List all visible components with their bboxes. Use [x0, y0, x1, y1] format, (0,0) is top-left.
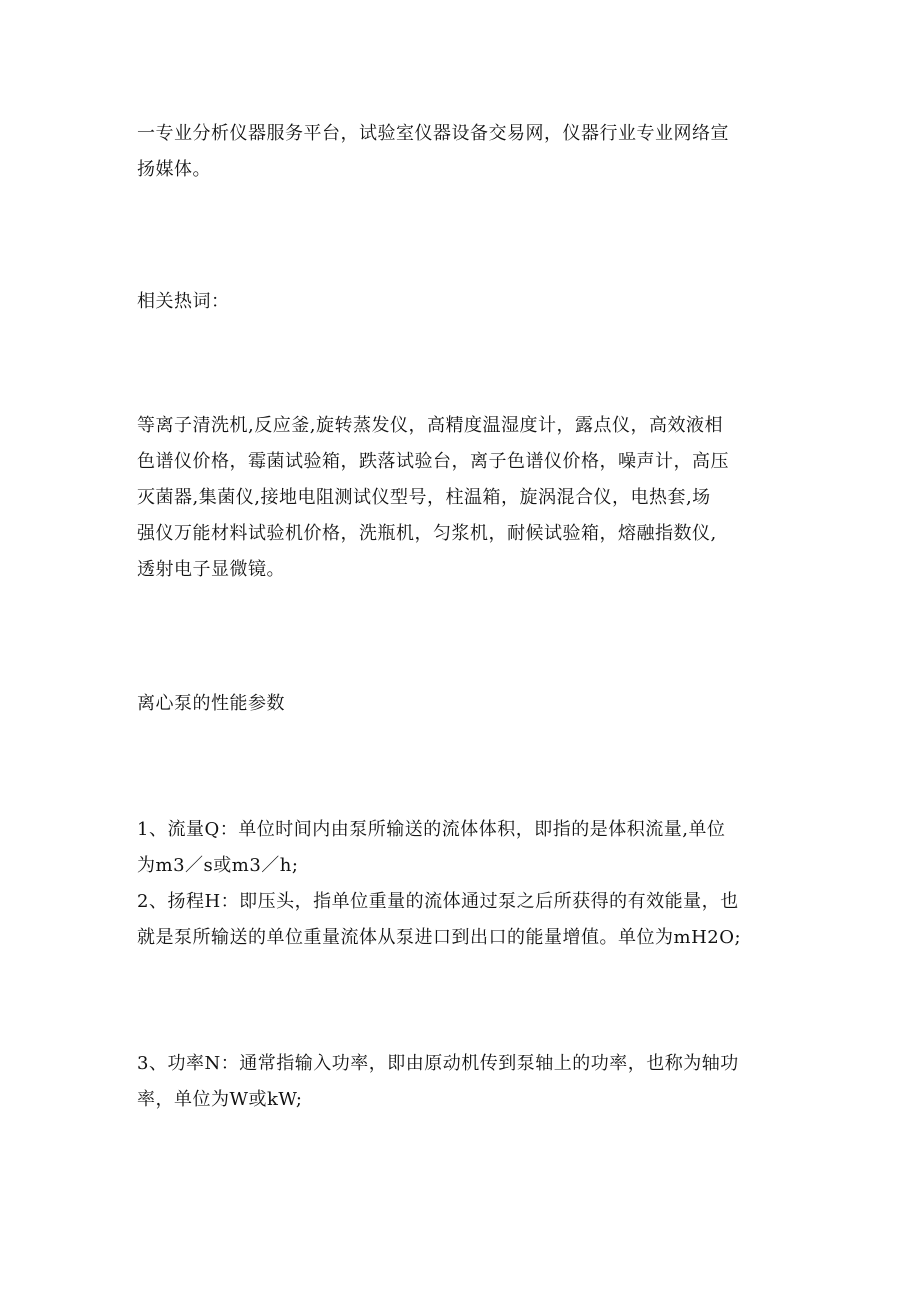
item-head-line-2: 就是泵所输送的单位重量流体从泵进口到出口的能量增值。单位为mH2O; [137, 927, 742, 948]
hot-words-paragraph [137, 408, 787, 588]
hot-words-line-5: 透射电子显微镜。 [137, 559, 285, 580]
item-power-line-2: 率，单位为W或kW; [137, 1089, 303, 1110]
hot-words-heading: 相关热词： [137, 291, 230, 312]
intro-paragraph [137, 116, 787, 188]
items-block-1 [137, 812, 787, 956]
item-power-line-1: 3、功率N：通常指输入功率，即由原动机传到泵轴上的功率，也称为轴功 [137, 1053, 739, 1074]
hot-words-line-1: 等离子清洗机,反应釜,旋转蒸发仪，高精度温湿度计，露点仪，高效液相 [137, 415, 723, 436]
item-flow-line-2: 为m3／s或m3／h; [137, 855, 299, 876]
item-head-line-1: 2、扬程H：即压头，指单位重量的流体通过泵之后所获得的有效能量，也 [137, 891, 739, 912]
hot-words-line-4: 强仪万能材料试验机价格，洗瓶机，匀浆机，耐候试验箱，熔融指数仪, [137, 523, 717, 544]
hot-words-line-3: 灭菌器,集菌仪,接地电阻测试仪型号，柱温箱，旋涡混合仪，电热套,场 [137, 487, 711, 508]
items-block-2 [137, 1046, 787, 1118]
intro-line-2: 扬媒体。 [137, 159, 211, 180]
intro-line-1: 一专业分析仪器服务平台，试验室仪器设备交易网，仪器行业专业网络宣 [137, 123, 729, 144]
section-title: 离心泵的性能参数 [137, 693, 285, 714]
item-flow-line-1: 1、流量Q：单位时间内由泵所输送的流体体积，即指的是体积流量,单位 [137, 819, 726, 840]
hot-words-line-2: 色谱仪价格，霉菌试验箱，跌落试验台，离子色谱仪价格，噪声计，高压 [137, 451, 729, 472]
